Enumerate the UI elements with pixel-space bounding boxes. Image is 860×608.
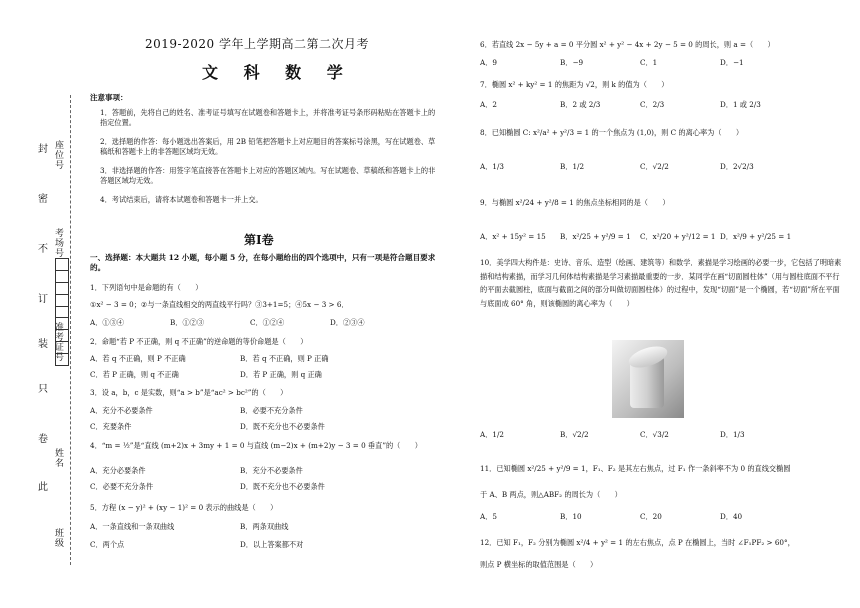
option: A．充分不必要条件 (90, 406, 153, 415)
seal-char: 装 (38, 339, 48, 350)
option: C．1 (640, 58, 658, 67)
option: B．两条双曲线 (240, 522, 289, 531)
exam-id-label: 准考证号 (53, 322, 63, 362)
option: B．−9 (560, 58, 584, 67)
question-12-cont: 则点 P 横坐标的取值范围是（ ） (480, 560, 598, 569)
cut-cylinder-figure (612, 340, 684, 418)
question-8: 8．已知椭圆 C: x²/a² + y²/3 = 1 的一个焦点为 (1,0)，则 C 的离心率为（ ） (480, 128, 744, 137)
option: C．①②④ (250, 318, 285, 327)
option: B．1/2 (560, 162, 585, 171)
option: C．x²/20 + y²/12 = 1 (640, 232, 716, 241)
question-9: 9．与椭圆 x²/24 + y²/8 = 1 的焦点坐标相同的是（ ） (480, 198, 670, 207)
option: C．2/3 (640, 100, 665, 109)
option: C．√2/2 (640, 162, 669, 171)
class-label: 班级 (53, 528, 63, 548)
question-10: 10．美学四大构件是：史诗、音乐、造型（绘画、建筑等）和数学．素描是学习绘画的必要一步，它包括了明暗素描和结构素描，而学习几何体结构素描是学习素描最重要的一步．某同学在画“切面圆柱体”（用与圆柱底面不平行的平面去截圆柱，底面与截面之间的部分叫做切面圆柱体）的过程中，发现“切面”是一个椭圆，若“切面”所在平面与底面成 60° 角，则该椭圆的离心率为（ ） (480, 258, 842, 309)
option: A．充分必要条件 (90, 466, 146, 475)
seal-char: 只 (38, 384, 48, 395)
note-item: 3．非选择题的作答：用签字笔直接答在答题卡上对应的答题区域内。写在试题卷、草稿纸和答题卡上的非答题区域均无效。 (100, 166, 436, 185)
room-number-label: 考场号 (53, 228, 63, 258)
option: B．2 或 2/3 (560, 100, 601, 109)
option: B．必要不充分条件 (240, 406, 303, 415)
option: A．1/3 (480, 162, 504, 171)
option: B．①②③ (170, 318, 205, 327)
seal-char: 封 (38, 144, 48, 155)
option: A．9 (480, 58, 497, 67)
option: C．若 P 正确，则 q 不正确 (90, 370, 179, 379)
seal-char: 卷 (38, 434, 48, 445)
seal-char: 密 (38, 194, 48, 205)
question-4: 4．“m = ½”是“直线 (m+2)x + 3my + 1 = 0 与直线 (m−2)x + (m+2)y − 3 = 0 垂直”的（ ） (90, 441, 422, 450)
option: A．x² + 15y² = 15 (480, 232, 546, 241)
option: D．x²/9 + y²/25 = 1 (720, 232, 792, 241)
seal-char: 不 (38, 244, 48, 255)
option: B．若 q 不正确，则 P 正确 (240, 354, 329, 363)
option: C．√3/2 (640, 430, 669, 439)
option: D．若 P 正确，则 q 正确 (240, 370, 322, 379)
question-12: 12．已知 F₁，F₂ 分别为椭圆 x²/4 + y² = 1 的左右焦点，点 P 在椭圆上，当时 ∠F₁PF₂ > 60°， (480, 538, 795, 547)
option: D．−1 (720, 58, 744, 67)
option: D．1/3 (720, 430, 745, 439)
exam-title: 2019-2020 学年上学期高二第二次月考 (145, 37, 369, 51)
option: B．充分不必要条件 (240, 466, 303, 475)
option: A．若 q 不正确，则 P 不正确 (90, 354, 186, 363)
question-2: 2．命题“若 P 不正确，则 q 不正确”的逆命题的等价命题是（ ） (90, 337, 308, 346)
option: A．1/2 (480, 430, 504, 439)
option: C．必要不充分条件 (90, 482, 154, 491)
option: C．两个点 (90, 540, 125, 549)
question-5: 5．方程 (x − y)² + (xy − 1)² = 0 表示的曲线是（ ） (90, 503, 278, 512)
option: B．10 (560, 512, 582, 521)
question-6: 6．若直线 2x − 5y + a = 0 平分圆 x² + y² − 4x + 2y − 5 = 0 的周长，则 a =（ ） (480, 40, 775, 49)
cut-line (70, 95, 71, 565)
option: D．1 或 2/3 (720, 100, 761, 109)
option: A．5 (480, 512, 497, 521)
note-item: 1．答题前，先将自己的姓名、准考证号填写在试题卷和答题卡上，并将准考证号条形码粘贴在答题卡上的指定位置。 (100, 108, 436, 127)
question-7: 7．椭圆 x² + ky² = 1 的焦距为 √2，则 k 的值为（ ） (480, 80, 669, 89)
option: C．20 (640, 512, 662, 521)
option: D．既不充分也不必要条件 (240, 482, 325, 491)
question-11: 11．已知椭圆 x²/25 + y²/9 = 1，F₁、F₂ 是其左右焦点，过 F₁ 作一条斜率不为 0 的直线交椭圆 (480, 464, 791, 473)
notes-heading: 注意事项： (90, 93, 128, 102)
question-1: 1．下列语句中是命题的有（ ） (90, 283, 203, 292)
exam-id-boxes (55, 258, 69, 366)
option: D．2√2/3 (720, 162, 754, 171)
name-label: 姓名 (53, 448, 63, 468)
option: A．2 (480, 100, 497, 109)
seat-number-label: 座位号 (53, 140, 63, 170)
option: B．√2/2 (560, 430, 589, 439)
option: C．充要条件 (90, 422, 132, 431)
volume-heading: 第Ⅰ卷 (244, 233, 274, 247)
note-item: 2．选择题的作答：每小题选出答案后，用 2B 铅笔把答题卡上对应题目的答案标号涂黑，写在试题卷、草稿纸和答题卡上的非答题区域均无效。 (100, 137, 436, 156)
option: D．40 (720, 512, 743, 521)
note-item: 4．考试结束后，请将本试题卷和答题卡一并上交。 (100, 195, 263, 204)
option: D．②③④ (330, 318, 365, 327)
option: D．以上答案都不对 (240, 540, 304, 549)
question-1-items: ①x² − 3 = 0；②与一条直线相交的两直线平行吗？③3+1=5；④5x − 3 > 6． (90, 300, 349, 309)
option: A．①③④ (90, 318, 124, 327)
section-instructions: 一、选择题：本大题共 12 小题，每小题 5 分，在每小题给出的四个选项中，只有一项是符合题目要求的。 (90, 253, 436, 273)
option: D．既不充分也不必要条件 (240, 422, 325, 431)
option: B．x²/25 + y²/9 = 1 (560, 232, 631, 241)
seal-char: 订 (38, 294, 48, 305)
question-3: 3．设 a，b，c 是实数，则“a > b”是“ac² > bc²”的（ ） (90, 388, 288, 397)
question-11-cont: 于 A、B 两点，则△ABF₂ 的周长为（ ） (480, 490, 622, 499)
seal-char: 此 (38, 482, 48, 493)
option: A．一条直线和一条双曲线 (90, 522, 175, 531)
binding-margin (0, 0, 86, 608)
subject-title: 文 科 数 学 (202, 63, 353, 82)
